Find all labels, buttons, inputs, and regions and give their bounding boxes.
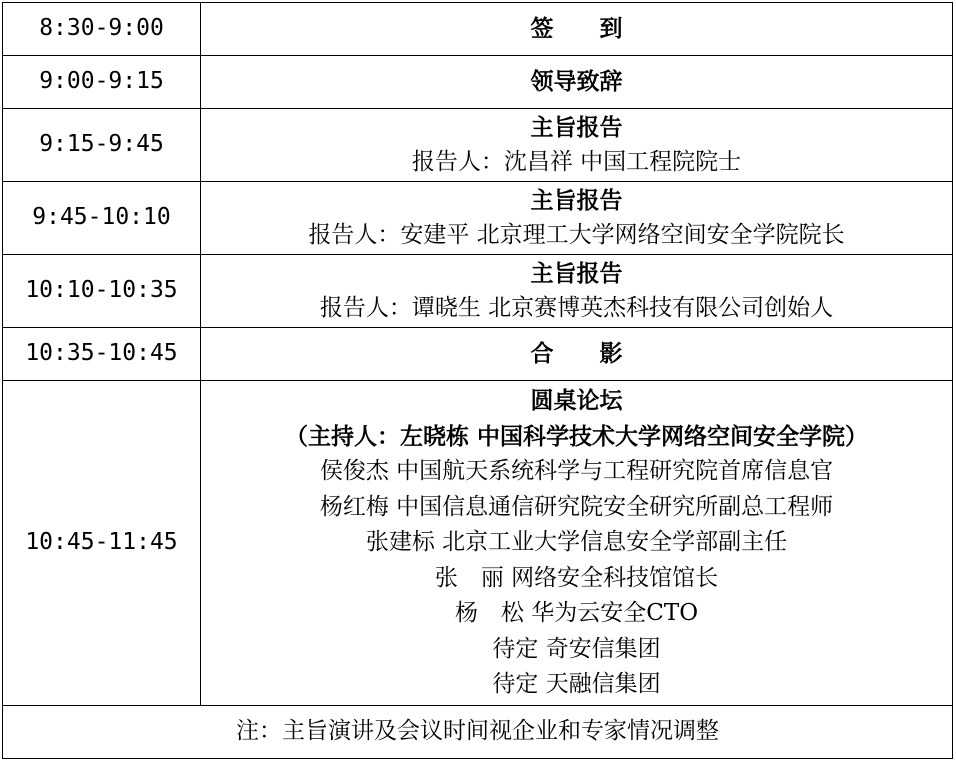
time-cell: 9:45-10:10 — [3, 182, 201, 255]
speaker-line: 报告人：沈昌祥 中国工程院院士 — [411, 149, 742, 175]
session-title: 主旨报告 — [530, 259, 623, 287]
session-title: 主旨报告 — [530, 113, 623, 141]
time-cell: 9:15-9:45 — [3, 109, 201, 182]
panelist-line: 侯俊杰 中国航天系统科学与工程研究院首席信息官 — [319, 458, 834, 485]
agenda-table — [2, 2, 953, 759]
session-cell — [201, 3, 953, 56]
time-cell: 9:00-9:15 — [3, 56, 201, 109]
session-cell — [201, 255, 953, 328]
session-title: 主旨报告 — [530, 186, 623, 214]
time-cell: 10:10-10:35 — [3, 255, 201, 328]
time-cell: 10:45-11:45 — [3, 381, 201, 706]
session-title: 签 到 — [530, 15, 623, 43]
speaker-line: 报告人：谭晓生 北京赛博英杰科技有限公司创始人 — [319, 295, 834, 321]
session-title: 合 影 — [530, 340, 623, 368]
time-cell: 10:35-10:45 — [3, 328, 201, 381]
table-row — [3, 255, 953, 328]
table-row — [3, 328, 953, 381]
session-title: 圆桌论坛 — [530, 387, 623, 415]
table-row — [3, 381, 953, 706]
panelist-line: 张 丽 网络安全科技馆馆长 — [434, 564, 719, 591]
panelist-line: 待定 天融信集团 — [492, 671, 661, 698]
panelist-line: 杨红梅 中国信息通信研究院安全研究所副总工程师 — [319, 493, 834, 520]
session-cell — [201, 328, 953, 381]
speaker-line: 报告人：安建平 北京理工大学网络空间安全学院院长 — [308, 222, 845, 248]
panelist-line: 张建标 北京工业大学信息安全学部副主任 — [365, 529, 788, 556]
panelist-line: 杨 松 华为云安全CTO — [454, 600, 699, 627]
session-cell — [201, 56, 953, 109]
table-row — [3, 706, 953, 759]
panelist-line: 待定 奇安信集团 — [492, 635, 661, 662]
time-cell: 8:30-9:00 — [3, 3, 201, 56]
session-cell — [201, 109, 953, 182]
host-line: （主持人：左晓栋 中国科学技术大学网络空间安全学院） — [284, 422, 868, 450]
session-title: 领导致辞 — [530, 68, 623, 96]
table-row — [3, 56, 953, 109]
session-cell — [201, 381, 953, 706]
session-cell — [201, 182, 953, 255]
table-row — [3, 109, 953, 182]
table-row — [3, 3, 953, 56]
table-row — [3, 182, 953, 255]
note-cell: 注：主旨演讲及会议时间视企业和专家情况调整 — [3, 706, 953, 759]
